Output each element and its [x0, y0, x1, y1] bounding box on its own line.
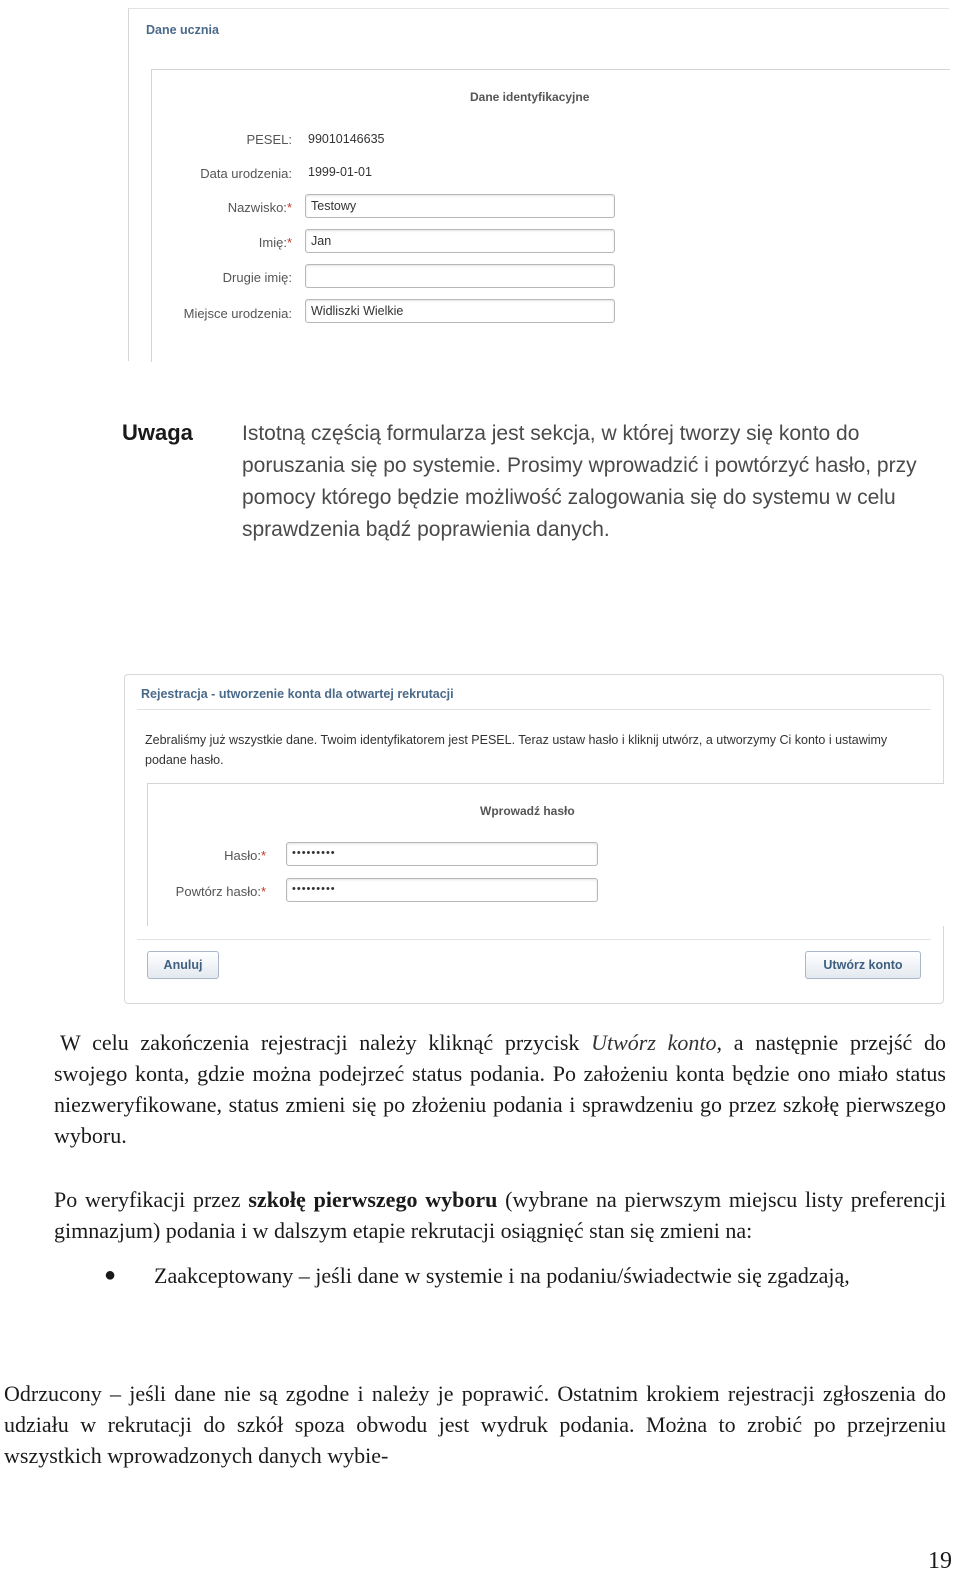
student-data-panel [128, 8, 949, 361]
page-number: 19 [928, 1548, 952, 1574]
bullet-icon: ● [104, 1264, 117, 1286]
pesel-label: PESEL: [246, 132, 292, 147]
password-label: Hasło:* [224, 848, 266, 863]
paragraph-2 [54, 1184, 946, 1246]
password-input[interactable]: ••••••••• [286, 842, 598, 866]
birth-date-value: 1999-01-01 [308, 165, 372, 179]
password-repeat-label: Powtórz hasło:* [175, 884, 266, 899]
note-text: Istotną częścią formularza jest sekcja, w której tworzy się konto do poruszania się po systemie. Prosimy wprowadzić i powtórzyć hasło, przy pomocy którego będzie możliwość zalogowania się do systemu w celu sprawdzenia bądź poprawienia danych. [242, 422, 917, 541]
birth-place-label: Miejsce urodzenia: [183, 306, 292, 321]
surname-label: Nazwisko:* [227, 200, 292, 215]
registration-info: Zebraliśmy już wszystkie dane. Twoim identyfikatorem jest PESEL. Teraz ustaw hasło i kliknij utwórz, a utworzymy Ci konto i ustawimy podane hasło. [145, 733, 888, 767]
required-mark: * [286, 200, 292, 215]
birth-date-label: Data urodzenia: [200, 166, 292, 181]
create-account-button[interactable]: Utwórz konto [805, 951, 921, 979]
student-data-title: Dane ucznia [146, 23, 219, 37]
cancel-button[interactable]: Anuluj [147, 951, 219, 979]
paragraph-2-text-a: Po weryfikacji przez [54, 1187, 249, 1212]
password-section-title: Wprowadź hasło [480, 804, 575, 818]
paragraph-1 [54, 1027, 946, 1151]
identification-section-title: Dane identyfikacyjne [470, 90, 590, 104]
second-name-label: Drugie imię: [222, 270, 292, 285]
paragraph-2-text-b: (wybrane na pierwszym miejscu listy preferencji gimnazjum) podania i w dalszym etapie rekrutacji osiągnięć stan się zmieni na: [54, 1187, 946, 1243]
password-repeat-input[interactable]: ••••••••• [286, 878, 598, 902]
title-divider [137, 709, 931, 710]
identification-section [151, 69, 950, 362]
first-choice-school: szkołę pierwszego wyboru [248, 1187, 498, 1212]
required-mark: * [260, 884, 266, 899]
paragraph-1-text-a: W celu zakończenia rejestracji należy kliknąć przycisk [60, 1030, 592, 1055]
paragraph-3: Odrzucony – jeśli dane nie są zgodne i należy je poprawić. Ostatnim krokiem rejestracji zgłoszenia do udziału w rekrutacji do szkół spoza obwodu jest wydruk podania. Można to zrobić po przejrzeniu wszystkich wprowadzonych danych wybie- [4, 1381, 946, 1468]
second-name-input[interactable] [305, 264, 615, 288]
bullet-item-accepted: Zaakceptowany – jeśli dane w systemie i na podaniu/świadectwie się zgadzają, [154, 1263, 850, 1288]
first-name-label: Imię:* [258, 235, 292, 250]
registration-panel [124, 674, 944, 1004]
create-account-reference: Utwórz konto [591, 1030, 717, 1055]
password-section [147, 783, 944, 926]
registration-title: Rejestracja - utworzenie konta dla otwartej rekrutacji [141, 687, 454, 701]
birth-place-input[interactable]: Widliszki Wielkie [305, 299, 615, 323]
button-divider [137, 939, 931, 940]
surname-input[interactable]: Testowy [305, 194, 615, 218]
first-name-input[interactable]: Jan [305, 229, 615, 253]
paragraph-1-text-b: , a następnie przejść do swojego konta, gdzie można podejrzeć status podania. Po założeniu konta będzie ono miało status niezweryfikowane, status zmieni się po złożeniu podania i sprawdzeniu go przez szkołę pierwszego wyboru. [54, 1030, 946, 1148]
note-label: Uwaga [122, 420, 193, 445]
required-mark: * [286, 235, 292, 250]
pesel-value: 99010146635 [308, 132, 385, 146]
required-mark: * [260, 848, 266, 863]
